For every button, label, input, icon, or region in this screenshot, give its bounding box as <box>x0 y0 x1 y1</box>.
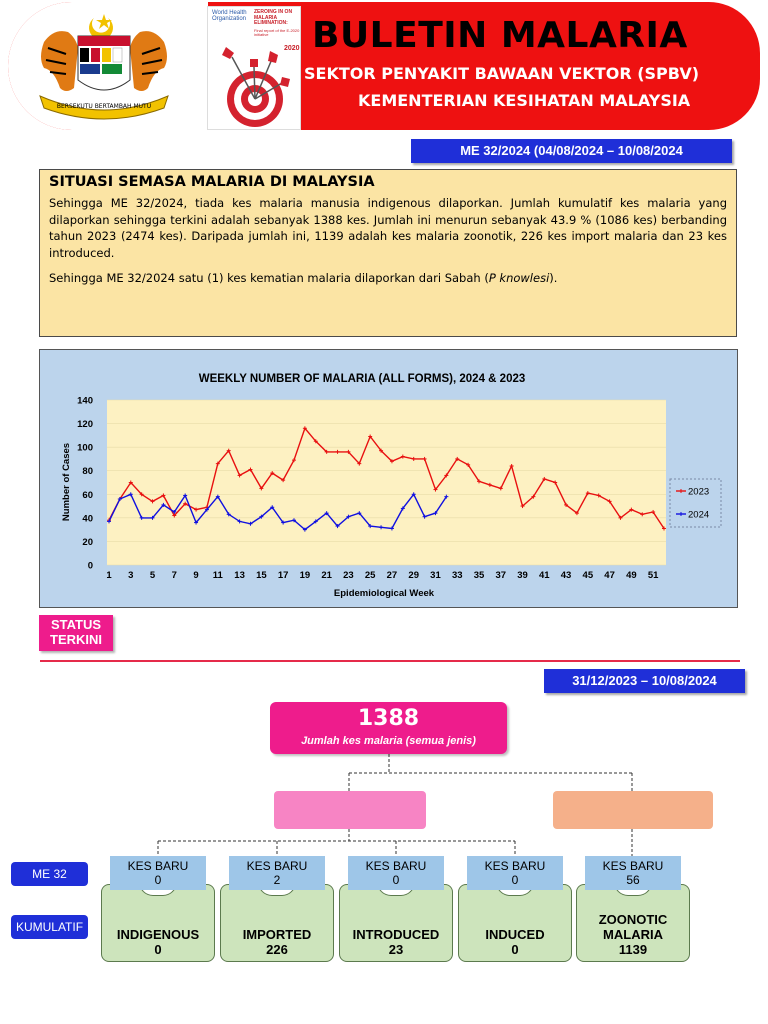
epi-week-badge: ME 32/2024 (04/08/2024 – 10/08/2024 <box>411 139 732 163</box>
category-indigenous <box>101 856 215 962</box>
cover-subtitle: Final report of the E-2020 initiative <box>254 28 300 38</box>
x-tick-label: 39 <box>517 570 528 581</box>
y-tick-label: 20 <box>82 536 93 548</box>
x-tick-label: 5 <box>149 570 156 581</box>
new-cases-value: 2 <box>273 873 281 887</box>
x-tick-label: 1 <box>106 570 112 581</box>
category-name: INDUCED <box>485 927 545 942</box>
new-cases-value: 0 <box>511 873 519 887</box>
y-tick-label: 120 <box>77 419 93 431</box>
new-cases-tab <box>229 856 325 890</box>
new-cases-value: 56 <box>626 873 640 887</box>
zoonotic-malaria-group-box <box>553 791 713 829</box>
category-name: IMPORTED <box>242 927 312 942</box>
total-cases-value: 1388 <box>357 706 420 731</box>
total-cases-box <box>270 702 507 754</box>
x-tick-label: 7 <box>171 570 177 581</box>
human-malaria-group-box <box>274 791 426 829</box>
category-introduced <box>339 856 453 962</box>
x-tick-label: 23 <box>343 570 354 581</box>
who-logo: World Health Organization <box>212 10 247 22</box>
divider-line <box>40 660 740 662</box>
cover-year: 2020 <box>284 45 300 52</box>
x-tick-label: 15 <box>256 570 267 581</box>
dartboard-target-icon <box>210 37 300 129</box>
chart-title: WEEKLY NUMBER OF MALARIA (ALL FORMS), 2024 & 2023 <box>198 373 526 385</box>
x-tick-label: 13 <box>234 570 245 581</box>
situation-paragraph-1: Sehingga ME 32/2024, tiada kes malaria manusia indigenous dilaporkan. Jumlah kumulatif kes malaria yang dilaporkan sehingga terkini adalah sebanyak 1388 kes. Jumlah ini menurun sebanyak 43.9 % (1086 kes) berbanding tahun 2023 (2474 kes). Daripada jumlah ini, 1139 adalah kes malaria zoonotik, 226 kes import malaria dan 23 kes introduced. <box>49 196 727 260</box>
x-tick-label: 17 <box>277 570 289 581</box>
y-tick-label: 60 <box>82 489 93 501</box>
category-cumulative: 226 <box>266 942 288 957</box>
y-axis-label: Number of Cases <box>61 442 72 522</box>
x-tick-label: 47 <box>604 570 615 581</box>
cover-title: ZEROING IN ON MALARIA ELIMINATION: <box>254 9 293 26</box>
new-cases-tab <box>110 856 206 890</box>
new-cases-label: KES BARU <box>246 859 308 873</box>
x-tick-label: 33 <box>451 570 463 581</box>
period-badge: 31/12/2023 – 10/08/2024 <box>544 669 745 693</box>
kumulatif-row-label: KUMULATIF <box>11 915 88 939</box>
situation-paragraph-2: Sehingga ME 32/2024 satu (1) kes kematian malaria dilaporkan dari Sabah (P knowlesi). <box>49 271 558 285</box>
ministry-name: KEMENTERIAN KESIHATAN MALAYSIA <box>358 91 691 110</box>
total-cases-label: Jumlah kes malaria (semua jenis) <box>301 735 476 747</box>
x-tick-label: 37 <box>495 570 507 581</box>
legend-label-2023: 2023 <box>688 486 710 498</box>
legend-label-2024: 2024 <box>688 509 710 521</box>
x-tick-label: 25 <box>364 570 376 581</box>
x-tick-label: 19 <box>299 570 311 581</box>
new-cases-label: KES BARU <box>602 859 664 873</box>
x-tick-label: 11 <box>212 570 223 581</box>
new-cases-tab <box>585 856 681 890</box>
category-name: INTRODUCED <box>352 927 440 942</box>
category-cumulative: 0 <box>154 942 162 957</box>
x-tick-label: 29 <box>408 570 419 581</box>
status-terkini-label: STATUS TERKINI <box>39 615 113 651</box>
plot-area <box>107 400 666 565</box>
category-name: INDIGENOUS <box>116 927 200 942</box>
category-cumulative: 0 <box>511 942 519 957</box>
new-cases-label: KES BARU <box>365 859 427 873</box>
y-tick-label: 140 <box>77 395 93 407</box>
category-induced <box>458 856 572 962</box>
x-tick-label: 51 <box>647 570 659 581</box>
weekly-malaria-chart <box>39 349 738 608</box>
new-cases-value: 0 <box>154 873 162 887</box>
new-cases-tab <box>348 856 444 890</box>
category-cumulative: 1139 <box>618 942 648 957</box>
x-tick-label: 27 <box>386 570 398 581</box>
y-tick-label: 0 <box>87 560 93 572</box>
me32-row-label: ME 32 <box>11 862 88 886</box>
x-tick-label: 45 <box>582 570 594 581</box>
x-tick-label: 9 <box>193 570 199 581</box>
x-tick-label: 35 <box>473 570 485 581</box>
category-name: ZOONOTIC MALARIA <box>598 912 668 942</box>
crest-motto: BERSEKUTU BERTAMBAH MUTU <box>56 103 152 110</box>
new-cases-value: 0 <box>392 873 400 887</box>
chart-canvas <box>40 350 736 606</box>
who-report-cover <box>207 6 301 130</box>
x-tick-label: 41 <box>539 570 550 581</box>
situation-heading: SITUASI SEMASA MALARIA DI MALAYSIA <box>49 174 375 190</box>
malaysia-coat-of-arms-icon <box>34 12 174 120</box>
new-cases-tab <box>467 856 563 890</box>
category-zoonotic <box>576 856 690 962</box>
category-imported <box>220 856 334 962</box>
y-tick-label: 100 <box>77 442 93 454</box>
x-axis-label: Epidemiological Week <box>333 588 435 599</box>
x-tick-label: 21 <box>321 570 332 581</box>
x-tick-label: 43 <box>560 570 572 581</box>
sector-name: SEKTOR PENYAKIT BAWAAN VEKTOR (SPBV) <box>304 64 700 83</box>
x-tick-label: 31 <box>430 570 441 581</box>
x-tick-label: 49 <box>626 570 637 581</box>
situation-box <box>39 169 737 337</box>
y-tick-label: 40 <box>82 513 93 525</box>
category-cumulative: 23 <box>388 942 404 957</box>
new-cases-label: KES BARU <box>484 859 546 873</box>
x-tick-label: 3 <box>128 570 134 581</box>
new-cases-label: KES BARU <box>127 859 189 873</box>
y-tick-label: 80 <box>82 466 93 478</box>
bulletin-title: BULETIN MALARIA <box>312 15 688 56</box>
